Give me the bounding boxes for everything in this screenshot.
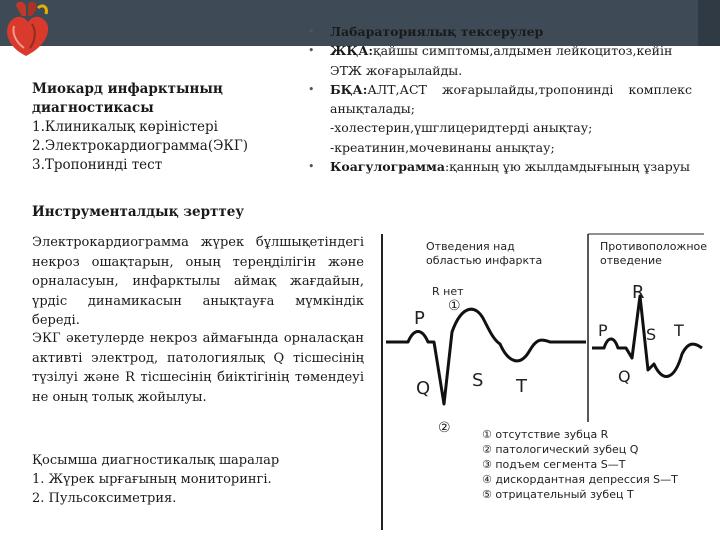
- extra-heading: Қосымша диагностикалық шаралар: [32, 453, 280, 468]
- wave-t-left: T: [516, 376, 527, 397]
- left-header-1: Отведения над: [426, 240, 515, 253]
- legend-item: ③ подъем сегмента S—T: [482, 458, 626, 471]
- wave-q-left: Q: [416, 378, 431, 399]
- right-header-2: отведение: [600, 254, 662, 267]
- list-item: [308, 157, 692, 176]
- wave-r-right: R: [632, 282, 645, 303]
- bka-line-2: -холестерин,үшглицеридтерді анықтау;: [330, 120, 593, 136]
- list-item: [308, 41, 692, 80]
- list-item: [308, 80, 692, 119]
- left-header-2: областью инфаркта: [426, 254, 543, 267]
- zhka-label: ЖҚА:: [330, 43, 374, 59]
- num-2-icon: ②: [438, 420, 451, 436]
- zhka-text: қайшы симптомы,алдымен лейкоцитоз,кейін ЭТЖ жоғарылайды.: [330, 43, 673, 78]
- ecg-figure: [378, 232, 708, 532]
- ecg-paragraph-1: Электрокардиограмма жүрек бұлшықетіндегі некроз ошақтарын, оның тереңділігін және орналасуын, инфарктылы аймақ жағдайын, үрдіс динамикасын анықтауға мүмкіндік береді.: [32, 235, 364, 328]
- list-item: 2. Пульсоксиметрия.: [32, 491, 177, 506]
- heart-icon: [2, 0, 54, 58]
- lab-heading: Лабараториялық тексерулер: [330, 24, 544, 39]
- bka-label: БҚА:: [330, 81, 368, 97]
- list-item: 2.Электрокардиограмма(ЭКГ): [32, 138, 249, 154]
- title-line-2: диагностикасы: [32, 100, 154, 116]
- wave-t-right: T: [674, 321, 684, 340]
- num-1-icon: ①: [448, 298, 461, 314]
- bullet-icon: •: [308, 44, 315, 58]
- wave-s-left: S: [472, 370, 484, 391]
- list-item: 1. Жүрек ырғағының мониторингі.: [32, 472, 272, 487]
- bullet-icon: •: [308, 82, 315, 96]
- legend-item: ④ дискордантная депрессия S—T: [482, 473, 678, 486]
- instrumental-heading: Инструменталдық зерттеу: [32, 204, 245, 220]
- wave-s-right: S: [646, 325, 657, 344]
- r-absent-label: R нет: [432, 285, 464, 298]
- right-header-1: Противоположное: [600, 240, 708, 253]
- bka-line-3: -креатинин,мочевинаны анықтау;: [330, 139, 555, 155]
- wave-p-left: P: [414, 308, 425, 329]
- lab-tests-list: [308, 22, 692, 176]
- legend-item: ① отсутствие зубца R: [482, 428, 609, 441]
- koag-text: :қанның ұю жылдамдығының ұзаруы: [444, 159, 690, 175]
- ecg-paragraph-2: ЭКГ әкетулерде некроз аймағында орналасқан активті электрод, патологиялық Q тісшесінің түзілуі және R тісшесінің биіктігінің төмендеуі не оның толық жойылуы.: [32, 331, 364, 405]
- legend-item: ② патологический зубец Q: [482, 443, 639, 456]
- bullet-icon: •: [308, 160, 315, 174]
- wave-p-right: P: [598, 321, 608, 340]
- extra-diagnostics: [32, 451, 332, 508]
- top-bar-accent: [698, 0, 720, 46]
- diagnostics-block: [32, 80, 282, 175]
- list-item: 1.Клиникалық көріністері: [32, 119, 218, 135]
- list-item: 3.Тропонинді тест: [32, 157, 163, 173]
- wave-q-right: Q: [618, 367, 631, 386]
- bka-text: АЛТ,АСТ жоғарылайды,тропонинді комплекс анықталады;: [330, 81, 692, 117]
- koag-label: Коагулограмма: [330, 159, 445, 175]
- bullet-icon: •: [308, 25, 315, 38]
- title-line-1: Миокард инфарктының: [32, 81, 223, 97]
- list-item: [308, 22, 692, 41]
- legend-item: ⑤ отрицательный зубец T: [482, 488, 634, 501]
